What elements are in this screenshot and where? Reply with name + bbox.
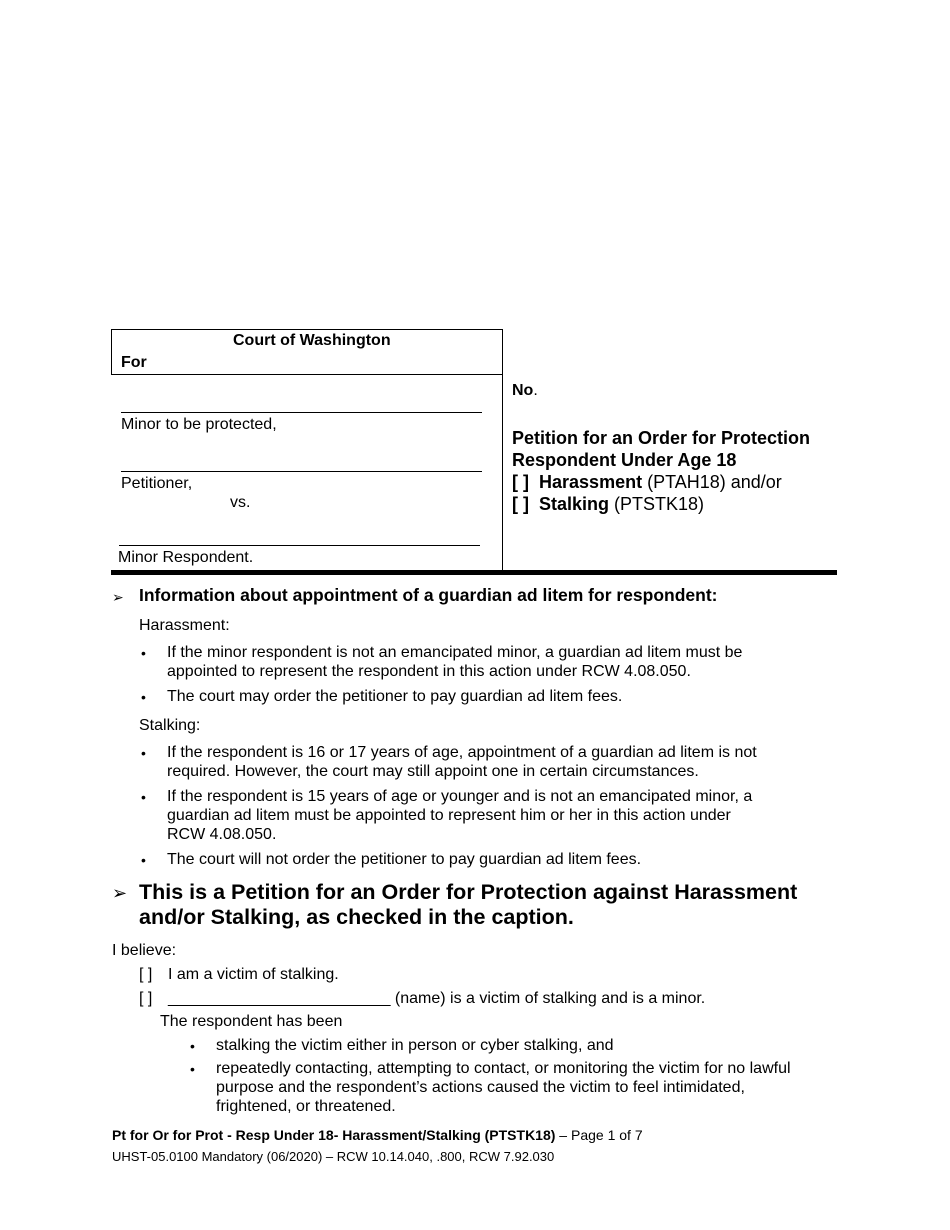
case-number-period: .	[533, 382, 538, 399]
arrow-bullet-icon: ➢	[112, 883, 128, 903]
stalking-checkbox[interactable]: [ ]	[512, 494, 529, 514]
bullet-icon: •	[141, 745, 146, 761]
caption-bottom-rule	[111, 570, 837, 575]
footer-form-name: Pt for Or for Prot - Resp Under 18- Harassment/Stalking (PTSTK18)	[112, 1127, 556, 1143]
victim-self-label: I am a victim of stalking.	[168, 966, 339, 983]
harassment-option	[512, 472, 782, 493]
stalking-bullet-1a: If the respondent is 16 or 17 years of age, appointment of a guardian ad litem is not	[167, 744, 757, 761]
minor-protected-label: Minor to be protected,	[121, 416, 277, 433]
footer-form-code: UHST-05.0100 Mandatory (06/2020) – RCW 10.14.040, .800, RCW 7.92.030	[112, 1149, 555, 1164]
stalking-code: (PTSTK18)	[609, 494, 705, 514]
respondent-bullet-2c: frightened, or threatened.	[216, 1098, 396, 1115]
case-number-label: No	[512, 382, 534, 399]
stalking-bullet-2b: guardian ad litem must be appointed to represent him or her in this action under	[167, 807, 731, 824]
minor-protected-blank	[121, 412, 482, 413]
harassment-bullet-1a: If the minor respondent is not an emancipated minor, a guardian ad litem must be	[167, 644, 743, 661]
minor-respondent-blank	[119, 545, 480, 546]
harassment-bullet-2: The court may order the petitioner to pay guardian ad litem fees.	[167, 688, 623, 705]
vs-label: vs.	[230, 494, 251, 511]
bullet-icon: •	[141, 852, 146, 868]
i-believe-label: I believe:	[112, 942, 177, 959]
stalking-bullet-1b: required. However, the court may still appoint one in certain circumstances.	[167, 763, 699, 780]
stalking-bullet-2a: If the respondent is 15 years of age or younger and is not an emancipated minor, a	[167, 788, 753, 805]
stalking-option	[512, 494, 704, 515]
harassment-bullet-1b: appointed to represent the respondent in this action under RCW 4.08.050.	[167, 663, 691, 680]
court-for-label: For	[121, 354, 147, 371]
harassment-checkbox[interactable]: [ ]	[512, 472, 529, 492]
victim-self-checkbox[interactable]: [ ]	[139, 966, 153, 983]
footer-form-title	[112, 1127, 643, 1143]
court-title: Court of Washington	[233, 332, 391, 349]
petition-heading-line2: and/or Stalking, as checked in the caption.	[139, 905, 574, 929]
bullet-icon: •	[141, 789, 146, 805]
gal-heading: Information about appointment of a guardian ad litem for respondent:	[139, 585, 718, 605]
bullet-icon: •	[141, 689, 146, 705]
stalking-subheading: Stalking:	[139, 717, 201, 734]
harassment-label: Harassment	[539, 472, 643, 492]
bullet-icon: •	[190, 1038, 195, 1054]
stalking-label: Stalking	[539, 494, 610, 514]
bullet-icon: •	[190, 1061, 195, 1077]
petitioner-label: Petitioner,	[121, 475, 193, 492]
harassment-code: (PTAH18) and/or	[642, 472, 782, 492]
petition-heading-line1: This is a Petition for an Order for Protection against Harassment	[139, 880, 798, 904]
footer-page-number: – Page 1 of 7	[555, 1127, 643, 1143]
minor-respondent-label: Minor Respondent.	[118, 549, 254, 566]
victim-minor-checkbox[interactable]: [ ]	[139, 990, 153, 1007]
harassment-subheading: Harassment:	[139, 617, 230, 634]
victim-minor-label: _________________________ (name) is a victim of stalking and is a minor.	[168, 990, 706, 1007]
caption-divider	[502, 329, 503, 571]
respondent-has-been: The respondent has been	[160, 1013, 343, 1030]
form-title-line1: Petition for an Order for Protection	[512, 428, 811, 448]
arrow-bullet-icon: ➢	[112, 589, 124, 605]
respondent-bullet-2a: repeatedly contacting, attempting to contact, or monitoring the victim for no lawful	[216, 1060, 791, 1077]
respondent-bullet-2b: purpose and the respondent’s actions caused the victim to feel intimidated,	[216, 1079, 745, 1096]
stalking-bullet-3: The court will not order the petitioner to pay guardian ad litem fees.	[167, 851, 642, 868]
petitioner-blank	[121, 471, 482, 472]
stalking-bullet-2c: RCW 4.08.050.	[167, 826, 277, 843]
respondent-bullet-1: stalking the victim either in person or cyber stalking, and	[216, 1037, 614, 1054]
form-title-line2: Respondent Under Age 18	[512, 450, 737, 470]
bullet-icon: •	[141, 645, 146, 661]
case-number	[512, 382, 538, 400]
